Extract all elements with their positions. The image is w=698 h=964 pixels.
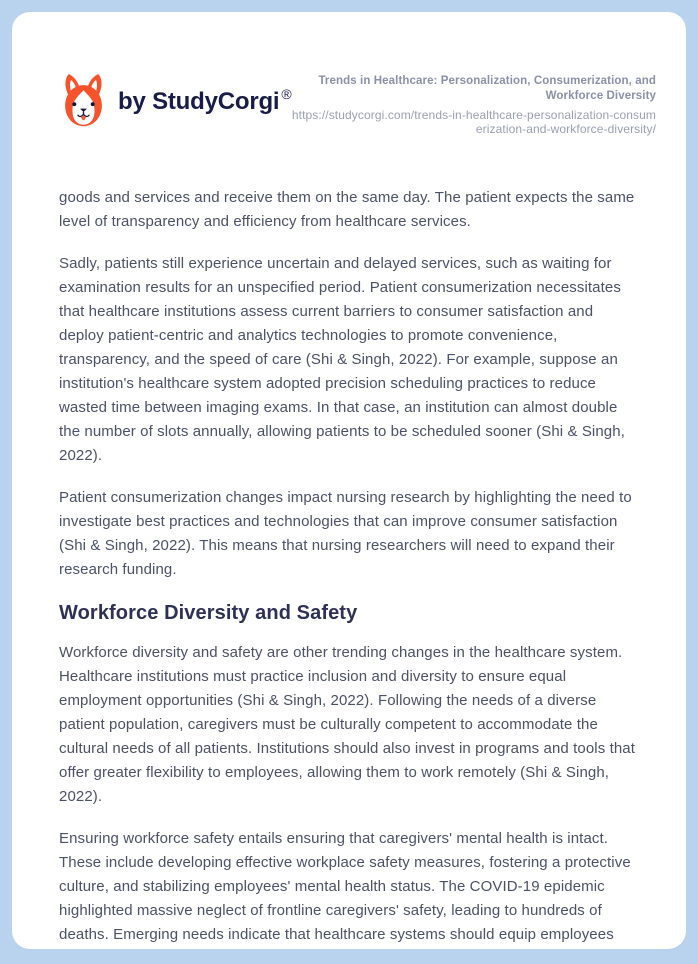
article-paragraph: Patient consumerization changes impact nursing research by highlighting the need to investigate best practices and technologies that can improve consumer satisfaction (Shi & Singh, 2022). This means that nursing researchers will need to expand their research funding. bbox=[59, 489, 632, 578]
document-meta bbox=[292, 68, 656, 136]
document-header bbox=[60, 68, 656, 136]
section-heading: Workforce Diversity and Safety bbox=[59, 602, 358, 624]
studycorgi-logo[interactable] bbox=[60, 68, 292, 129]
article-paragraph: Sadly, patients still experience uncertain and delayed services, such as waiting for examination results for an unspecified period. Patient consumerization necessitates that healthcare institutions assess current barriers to consumer satisfaction and deploy patient-centric and analytics technologies to promote convenience, transparency, and the speed of care (Shi & Singh, 2022). For example, suppose an institution's healthcare system adopted precision scheduling practices to reduce wasted time between imaging exams. In that case, an institution can almost double the number of slots annually, allowing patients to be scheduled sooner (Shi & Singh, 2022). bbox=[59, 255, 625, 464]
article-paragraph: Ensuring workforce safety entails ensuring that caregivers' mental health is intact. These include developing effective workplace safety measures, fostering a protective culture, and stabilizing employees' mental health status. The COVID-19 epidemic highlighted massive neglect of frontline caregivers' safety, leading to hundreds of deaths. Emerging needs indicate that healthcare systems should equip employees bbox=[59, 830, 631, 943]
registered-trademark: ® bbox=[281, 85, 292, 102]
brand-label: by StudyCorgi ® bbox=[118, 85, 292, 115]
article-body bbox=[59, 186, 639, 947]
corgi-head-icon bbox=[60, 72, 107, 129]
document-title: Trends in Healthcare: Personalization, Consumerization, and Workforce Diversity bbox=[318, 75, 656, 102]
article-paragraph: goods and services and receive them on the same day. The patient expects the same level of transparency and efficiency from healthcare services. bbox=[59, 189, 635, 230]
document-card bbox=[12, 12, 686, 949]
article-paragraph: Workforce diversity and safety are other trending changes in the healthcare system. Healthcare institutions must practice inclusion and diversity to ensure equal employment opportunities (Shi & Singh, 2022). Following the needs of a diverse patient population, caregivers must be culturally competent to accommodate the cultural needs of all patients. Institutions should also invest in programs and tools that offer greater flexibility to employees, allowing them to work remotely (Shi & Singh, 2022). bbox=[59, 644, 635, 805]
document-url-link[interactable]: https://studycorgi.com/trends-in-healthcare-personalization-consumerization-and-workforce-diversity/ bbox=[291, 108, 656, 136]
